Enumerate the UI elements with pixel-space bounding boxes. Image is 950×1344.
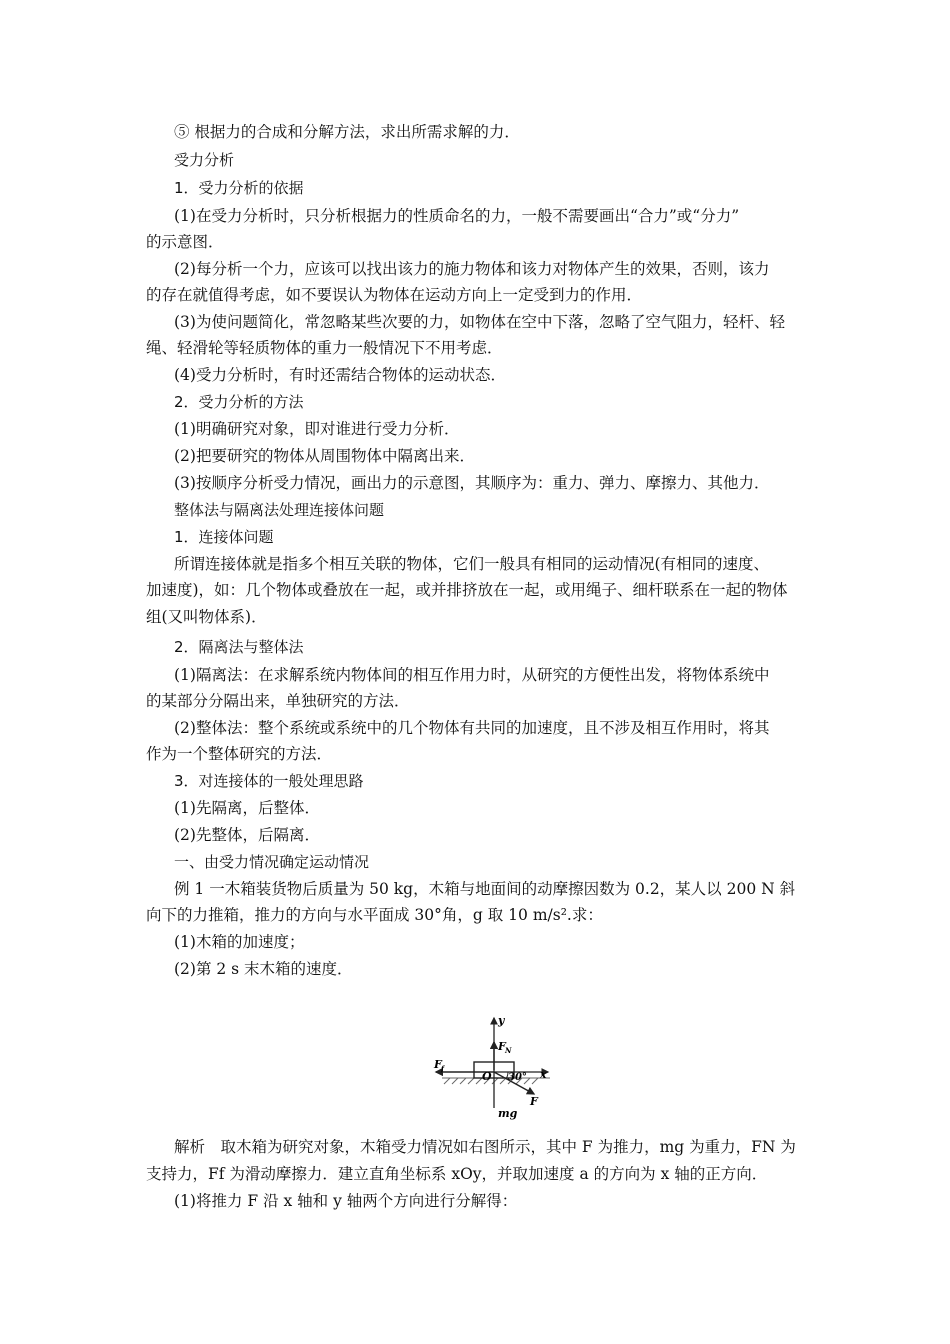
label-mg: mg bbox=[498, 1107, 518, 1120]
text-line: (3)为使问题简化，常忽略某些次要的力，如物体在空中下落，忽略了空气阻力，轻杆、轻 bbox=[174, 313, 785, 331]
section-heading: 一、由受力情况确定运动情况 bbox=[174, 853, 370, 871]
text-line: 绳、轻滑轮等轻质物体的重力一般情况下不用考虑． bbox=[146, 339, 503, 357]
subsection-heading: 3．对连接体的一般处理思路 bbox=[174, 772, 364, 790]
label-y: y bbox=[498, 1014, 505, 1027]
text-line: 的某部分分隔出来，单独研究的方法． bbox=[146, 692, 410, 710]
text-line: (1)隔离法：在求解系统内物体间的相互作用力时，从研究的方便性出发，将物体系统中 bbox=[174, 666, 770, 684]
text-line: (2)先整体，后隔离． bbox=[174, 826, 320, 844]
label-ff-sub: f bbox=[441, 1064, 445, 1073]
text-line: 加速度)，如：几个物体或叠放在一起，或并排挤放在一起，或用绳子、细杆联系在一起的物体 bbox=[146, 581, 788, 599]
text-line: (4)受力分析时，有时还需结合物体的运动状态． bbox=[174, 366, 506, 384]
text-line: (1)木箱的加速度； bbox=[174, 933, 305, 951]
label-x: x bbox=[540, 1068, 547, 1081]
text-line: (2)整体法：整个系统或系统中的几个物体有共同的加速度，且不涉及相互作用时，将其 bbox=[174, 719, 770, 737]
text-line: (2)第 2 s 末木箱的速度． bbox=[174, 960, 353, 978]
subsection-heading: 1．连接体问题 bbox=[174, 528, 274, 546]
text-line: (2)把要研究的物体从周围物体中隔离出来． bbox=[174, 447, 475, 465]
section-heading: 受力分析 bbox=[174, 151, 235, 169]
ground-hatch bbox=[442, 1078, 550, 1084]
text-line: 的存在就值得考虑，如不要误认为物体在运动方向上一定受到力的作用． bbox=[146, 286, 643, 304]
text-line: 作为一个整体研究的方法． bbox=[146, 745, 333, 763]
text-line: (1)明确研究对象，即对谁进行受力分析． bbox=[174, 420, 460, 438]
text-line: (1)先隔离，后整体． bbox=[174, 799, 320, 817]
text-line: 所谓连接体就是指多个相互关联的物体，它们一般具有相同的运动情况(有相同的速度、 bbox=[174, 555, 770, 573]
label-f: F bbox=[530, 1095, 538, 1108]
text-line: (1)在受力分析时，只分析根据力的性质命名的力，一般不需要画出“合力”或“分力” bbox=[174, 207, 740, 225]
label-fn: F bbox=[498, 1040, 506, 1053]
solution-text: (1)将推力 F 沿 x 轴和 y 轴两个方向进行分解得： bbox=[174, 1192, 518, 1210]
text-line: 的示意图． bbox=[146, 233, 224, 251]
text-line: (2)每分析一个力，应该可以找出该力的施力物体和该力对物体产生的效果，否则，该力 bbox=[174, 260, 770, 278]
force-diagram-svg bbox=[420, 1012, 560, 1124]
example-text: 向下的力推箱，推力的方向与水平面成 30°角，g 取 10 m/s².求： bbox=[146, 906, 603, 924]
subsection-heading: 1．受力分析的依据 bbox=[174, 179, 304, 197]
solution-text: 解析 取木箱为研究对象，木箱受力情况如右图所示，其中 F 为推力，mg 为重力，FN 为 bbox=[174, 1138, 796, 1156]
text-line: (3)按顺序分析受力情况，画出力的示意图，其顺序为：重力、弹力、摩擦力、其他力． bbox=[174, 474, 770, 492]
subsection-heading: 2．受力分析的方法 bbox=[174, 393, 304, 411]
section-heading: 整体法与隔离法处理连接体问题 bbox=[174, 501, 385, 519]
force-diagram bbox=[420, 1012, 560, 1124]
label-angle: 30° bbox=[508, 1072, 527, 1083]
label-origin: O bbox=[482, 1070, 492, 1083]
text-line: ⑤ 根据力的合成和分解方法，求出所需求解的力． bbox=[174, 123, 520, 141]
example-text: 例 1 一木箱装货物后质量为 50 kg，木箱与地面间的动摩擦因数为 0.2，某人以 200 N 斜 bbox=[174, 880, 796, 898]
solution-text: 支持力，Ff 为滑动摩擦力．建立直角坐标系 xOy，并取加速度 a 的方向为 x 轴的正方向． bbox=[146, 1165, 768, 1183]
subsection-heading: 2．隔离法与整体法 bbox=[174, 638, 304, 656]
label-fn-sub: N bbox=[505, 1046, 512, 1055]
label-ff: F bbox=[434, 1058, 442, 1071]
text-line: 组(又叫物体系)． bbox=[146, 608, 267, 626]
